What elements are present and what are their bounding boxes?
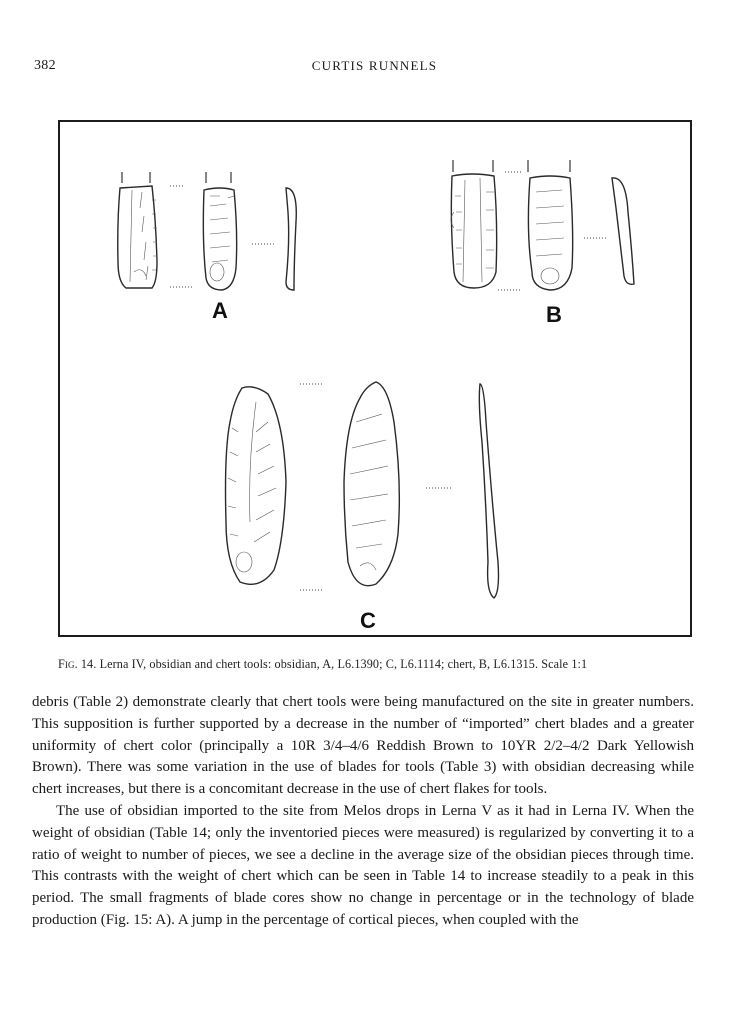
- artifact-b-drawing: [451, 160, 634, 290]
- page-number: 382: [34, 58, 56, 73]
- paragraph-1: debris (Table 2) demonstrate clearly that chert tools were being manufactured on the site in greater numbers. This supposition is further supported by a decrease in the number of “imported” chert blades and a greater uniformity of chert color (principally a 10R 3/4–4/6 Reddish Brown to 10YR 2/2–4/2 Dark Yellowish Brown). There was some variation in the use of blades for tools (Table 3) with obsidian decreasing while chert increases, but there is a concomitant decrease in the use of chert flakes for tools.: [32, 694, 694, 798]
- label-b: B: [546, 302, 562, 327]
- artifact-c-drawing: [226, 382, 499, 598]
- figure-plate: [58, 120, 692, 637]
- running-head: CURTIS RUNNELS: [311, 58, 438, 73]
- label-c: C: [360, 608, 376, 633]
- figure-caption: [58, 657, 698, 672]
- label-a: A: [212, 298, 228, 323]
- artifact-a-drawing: [118, 172, 297, 290]
- caption-text: Lerna IV, obsidian and chert tools: obsidian, A, L6.1390; C, L6.1114; chert, B, L6.1315. Scale 1:1: [99, 657, 588, 671]
- figure-number: Fig. 14.: [58, 657, 97, 671]
- body-text: [32, 692, 694, 932]
- tool-drawings: [60, 122, 690, 635]
- paragraph-2: The use of obsidian imported to the site from Melos drops in Lerna V as it had in Lerna IV. When the weight of obsidian (Table 14; only the inventoried pieces were measured) is regularized by converting it to a ratio of weight to number of pieces, we see a decline in the average size of the obsidian pieces through time. This contrasts with the weight of chert which can be seen in Table 14 to increase steadily to a peak in this period. The small fragments of blade cores show no change in percentage or in the technology of blade production (Fig. 15: A). A jump in the percentage of cortical pieces, when coupled with the: [32, 802, 694, 928]
